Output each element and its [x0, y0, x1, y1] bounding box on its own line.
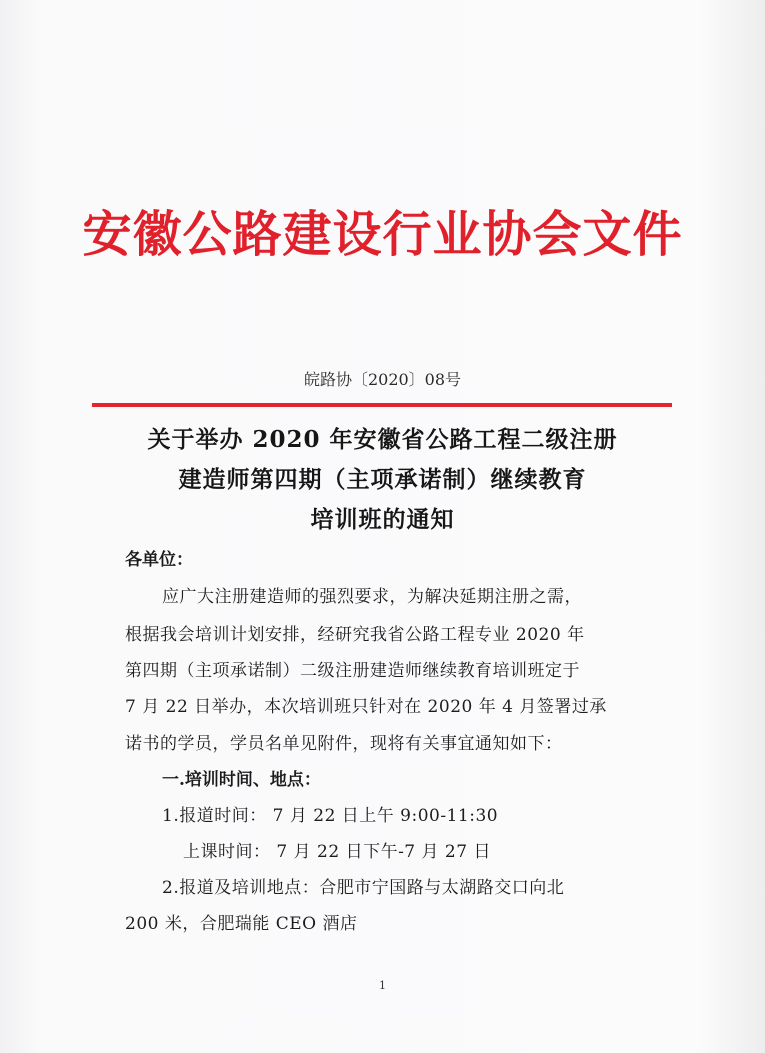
red-divider-rule — [92, 403, 672, 407]
page-number: 1 — [379, 979, 386, 992]
document-number: 皖路协〔2020〕08号 — [303, 370, 462, 389]
report-time-line: 1.报道时间： 7 月 22 日上午 9:00-11:30 — [162, 806, 499, 826]
location-line-1: 2.报道及培训地点：合肥市宁国路与太湖路交口向北 — [162, 878, 565, 898]
notice-title-line-2: 建造师第四期（主项承诺制）继续教育 — [178, 466, 587, 493]
body-line-1: 应广大注册建造师的强烈要求，为解决延期注册之需， — [162, 587, 582, 607]
notice-title-line-3: 培训班的通知 — [310, 506, 455, 533]
body-line-4: 7 月 22 日举办，本次培训班只针对在 2020 年 4 月签署过承 — [125, 697, 607, 717]
class-time-line: 上课时间： 7 月 22 日下午-7 月 27 日 — [183, 842, 491, 862]
salutation: 各单位： — [125, 550, 193, 570]
body-line-3: 第四期（主项承诺制）二级注册建造师继续教育培训班定于 — [125, 661, 580, 681]
org-header-title: 安徽公路建设行业协会文件 — [82, 205, 683, 263]
notice-title-line-1: 关于举办 2020 年安徽省公路工程二级注册 — [147, 426, 618, 453]
location-line-2: 200 米，合肥瑞能 CEO 酒店 — [125, 914, 358, 934]
section-heading-time-location: 一.培训时间、地点： — [162, 770, 321, 790]
body-line-2: 根据我会培训计划安排，经研究我省公路工程专业 2020 年 — [125, 625, 585, 645]
body-line-5: 诺书的学员，学员名单见附件，现将有关事宜通知如下： — [125, 734, 563, 754]
